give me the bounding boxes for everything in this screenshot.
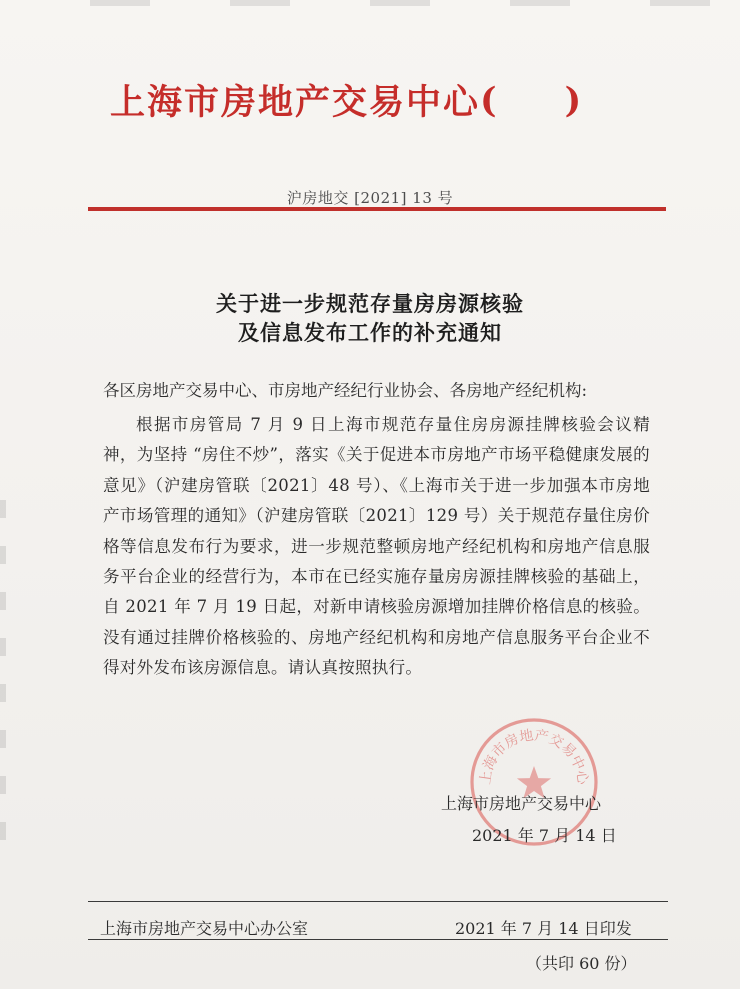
seal-text: 上海市房地产交易中心 [477,727,591,786]
document-title-line-2: 及信息发布工作的补充通知 [238,321,502,345]
signature-date: 2021 年 7 月 14 日 [472,826,617,845]
red-header-rule [88,207,666,211]
document-title-line-1: 关于进一步规范存量房房源核验 [216,292,524,316]
masthead-paren-open: ( [480,79,499,121]
footer-rule-bottom [88,939,668,940]
footer-printed-date: 2021 年 7 月 14 日印发 [455,919,632,938]
masthead-issuer: 上海市房地产交易中心 [110,82,481,123]
scan-edge-left [0,500,6,860]
footer-office: 上海市房地产交易中心办公室 [100,919,309,938]
addressee: 各区房地产交易中心、市房地产经纪行业协会、各房地产经纪机构: [103,381,588,400]
masthead [110,75,670,125]
footer-copies: （共印 60 份） [526,954,637,973]
document-number: 沪房地交 [2021] 13 号 [286,189,454,207]
footer-rule-top [88,901,668,902]
body-paragraph: 根据市房管局 7 月 9 日上海市规范存量住房房源挂牌核验会议精神，为坚持 “房住不炒”，落实《关于促进本市房地产市场平稳健康发展的意见》（沪建房管联〔2021〕48 号）、《上海市关于进一步加强本市房地产市场管理的通知》（沪建房管联〔2021〕129 号）关于规范存量住房价格等信息发布行为要求，进一步规范整顿房地产经纪机构和房地产信息服务平台企业的经营行为，本市在已经实施存量房房源挂牌核验的基础上，自 2021 年 7 月 19 日起，对新申请核验房源增加挂牌价格信息的核验。没有通过挂牌价格核验的、房地产经纪机构和房地产信息服务平台企业不得对外发布该房源信息。请认真按照执行。 [103,415,650,678]
signatory: 上海市房地产交易中心 [441,794,602,813]
masthead-paren-close: ) [564,79,584,121]
scan-edge-top [90,0,740,6]
